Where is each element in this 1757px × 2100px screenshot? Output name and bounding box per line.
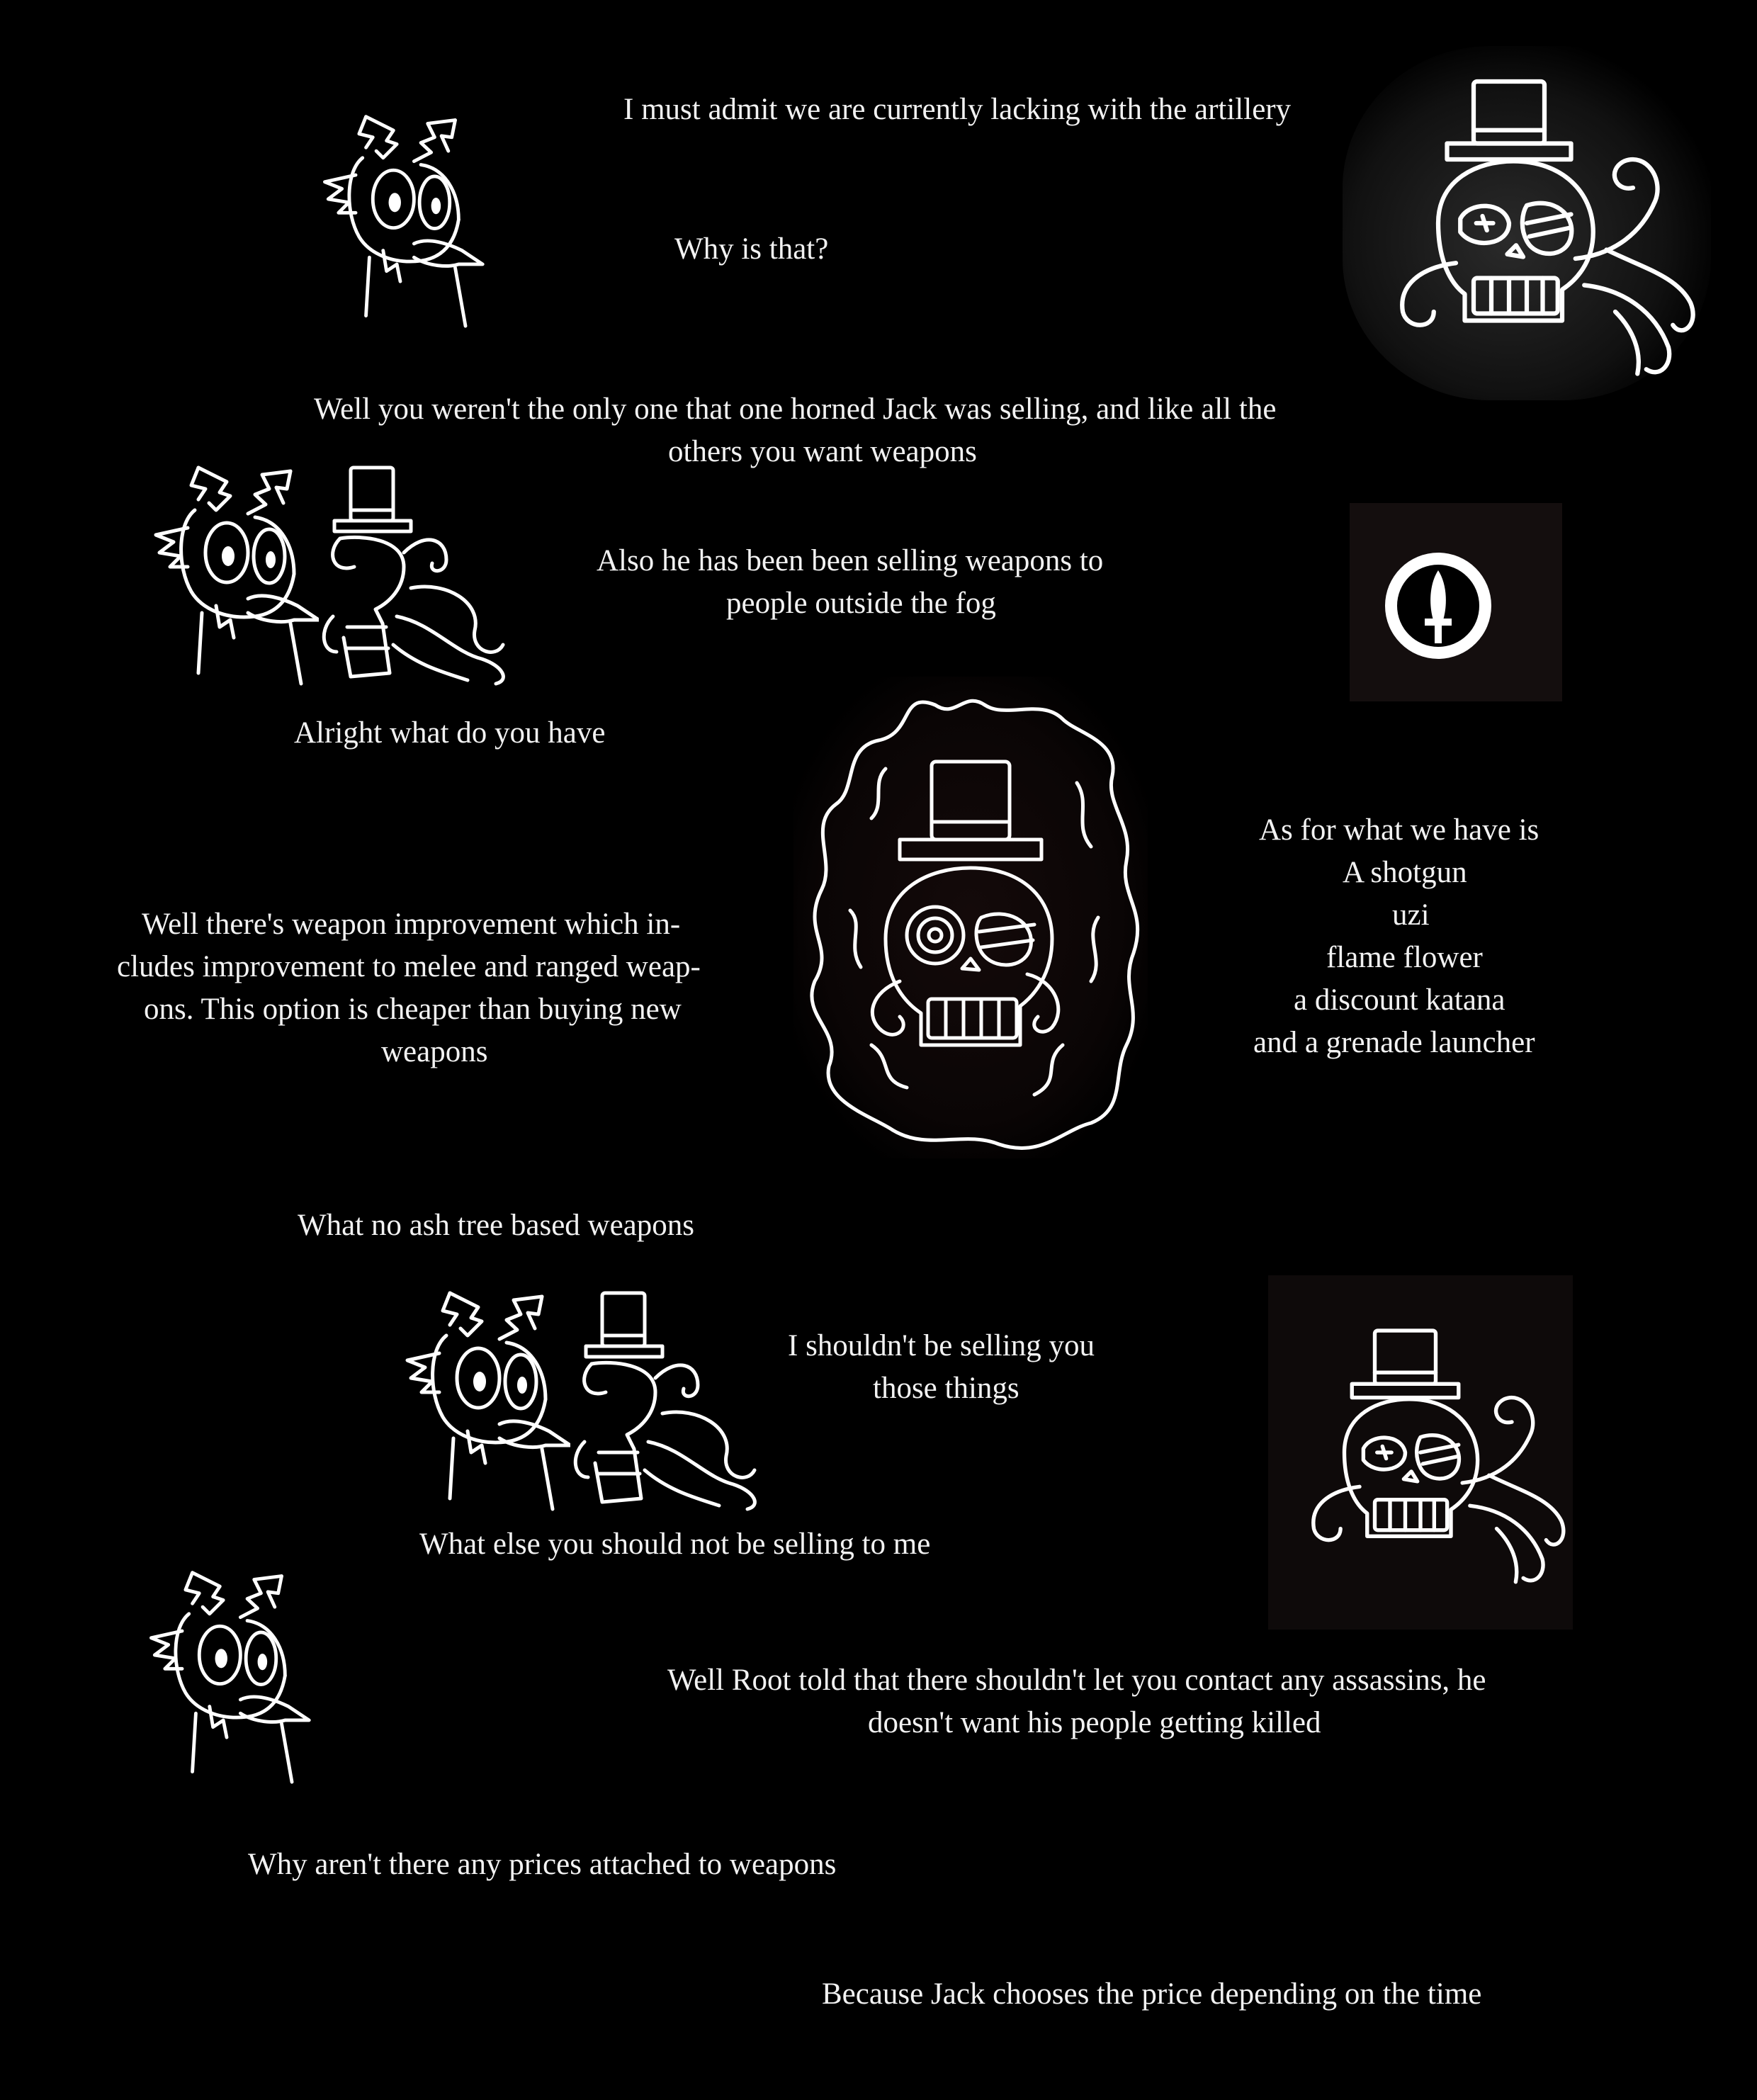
dialogue-inventory-katana: a discount katana <box>1294 983 1505 1017</box>
goat-character-icon-2 <box>142 1566 312 1785</box>
dialogue-weapon-improvement-3: ons. This option is cheaper than buying new <box>144 993 682 1026</box>
skull-in-flames-icon <box>793 677 1148 1158</box>
skull-character-icon-2 <box>1268 1275 1573 1630</box>
dialogue-no-prices: Why aren't there any prices attached to weapons <box>248 1848 837 1881</box>
dialogue-root-assassins-1: Well Root told that there shouldn't let you contact any assassins, he <box>667 1664 1486 1697</box>
dialogue-what-else: What else you should not be selling to me <box>419 1528 931 1561</box>
dialogue-weapon-improvement-1: Well there's weapon improvement which in- <box>142 908 681 941</box>
dialogue-inventory-1: As for what we have is <box>1259 813 1540 847</box>
dialogue-one-horned-jack-2: others you want weapons <box>668 435 977 468</box>
dialogue-root-assassins-2: doesn't want his people getting killed <box>868 1706 1321 1739</box>
dialogue-inventory-flame-flower: flame flower <box>1326 941 1483 974</box>
dialogue-inventory-grenade: and a grenade launcher <box>1253 1026 1535 1059</box>
dialogue-shouldnt-sell-1: I shouldn't be selling you <box>788 1329 1095 1362</box>
dialogue-outside-fog-1: Also he has been been selling weapons to <box>597 544 1104 577</box>
dialogue-weapon-improvement-2: cludes improvement to melee and ranged weap- <box>117 950 701 983</box>
goat-and-skull-pair-icon-2 <box>400 1286 769 1513</box>
dagger-circle-emblem-icon <box>1350 503 1562 701</box>
goat-character-icon <box>315 110 485 329</box>
dialogue-what-do-you-have: Alright what do you have <box>294 716 606 750</box>
dialogue-ash-tree: What no ash tree based weapons <box>298 1209 694 1242</box>
dialogue-artillery: I must admit we are currently lacking with the artillery <box>623 93 1292 126</box>
dialogue-shouldnt-sell-2: those things <box>873 1372 1019 1405</box>
dialogue-weapon-improvement-4: weapons <box>381 1035 488 1068</box>
dialogue-why: Why is that? <box>674 232 829 266</box>
skull-character-icon <box>1343 46 1711 400</box>
goat-and-skull-pair-icon <box>149 461 517 687</box>
dialogue-jack-prices: Because Jack chooses the price depending on the time <box>822 1977 1482 2011</box>
dialogue-one-horned-jack-1: Well you weren't the only one that one horned Jack was selling, and like all the <box>314 393 1277 426</box>
dialogue-inventory-uzi: uzi <box>1392 898 1430 932</box>
dialogue-inventory-shotgun: A shotgun <box>1343 856 1467 889</box>
dialogue-outside-fog-2: people outside the fog <box>726 587 996 620</box>
